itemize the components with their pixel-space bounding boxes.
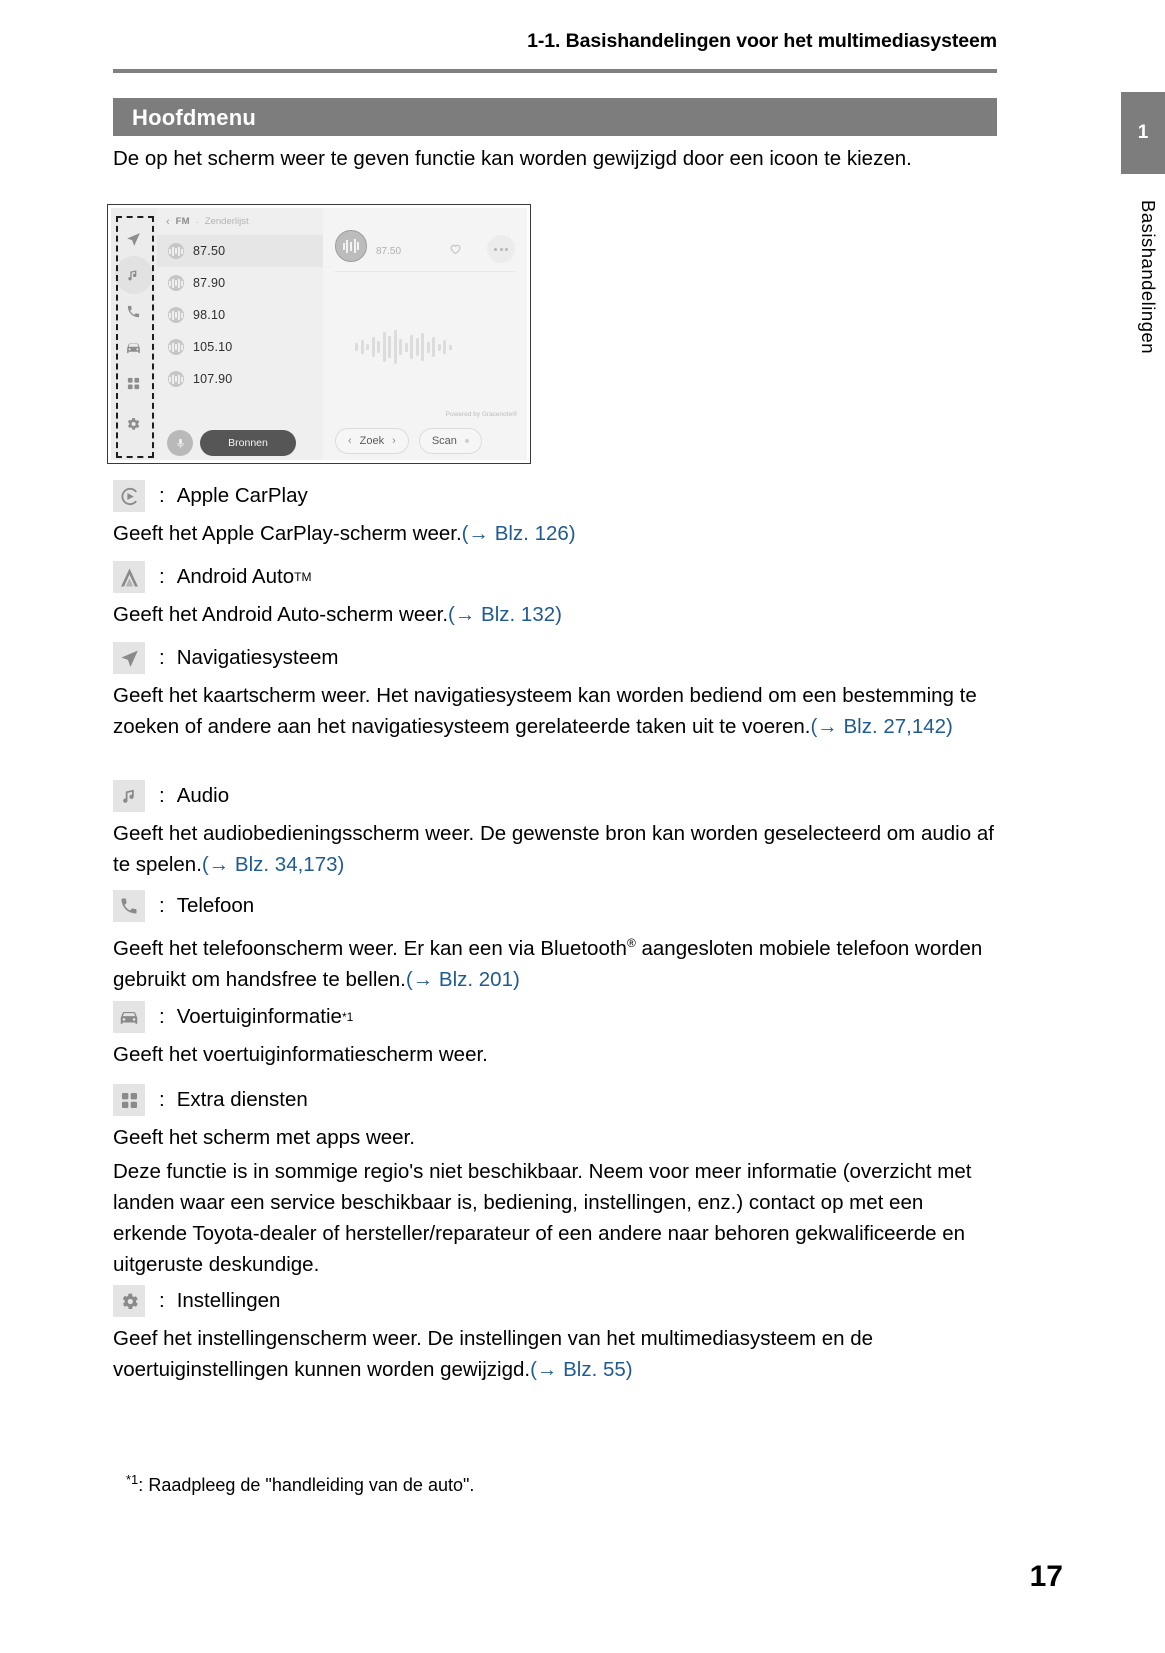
gracenote-credit: Powered by Gracenote® [445, 411, 517, 418]
audio-waveform-graphic [355, 326, 452, 368]
topbar-separator: · [195, 216, 199, 227]
entry-header-settings [113, 1285, 280, 1317]
section-title: Hoofdmenu [132, 105, 257, 130]
entry-body-text: Geeft het voertuiginformatiescherm weer. [113, 1043, 488, 1066]
chapter-number: 1 [1137, 122, 1149, 143]
audio-icon[interactable] [122, 264, 144, 286]
head-unit-icon-rail [111, 208, 157, 460]
entry-label: Extra diensten [176, 1088, 308, 1111]
navigation-icon [113, 642, 145, 674]
radio-wave-icon [335, 230, 367, 262]
entry-reference[interactable]: (→ Blz. 55) [530, 1358, 633, 1381]
now-playing-panel [323, 208, 527, 460]
entry-label: Navigatiesysteem [176, 646, 339, 669]
now-playing-frequency: 87.50 [376, 245, 402, 257]
settings-icon[interactable] [122, 413, 144, 435]
station-row[interactable] [157, 267, 323, 299]
entry-label: Android Auto [176, 565, 295, 588]
android-auto-icon [113, 561, 145, 593]
back-chevron-icon[interactable]: ‹ [166, 215, 170, 228]
station-frequency: 87.90 [193, 276, 226, 290]
head-unit-screen [111, 208, 527, 460]
footnote-text: Raadpleeg de "handleiding van de auto". [148, 1475, 475, 1495]
settings-icon [113, 1285, 145, 1317]
station-row[interactable] [157, 363, 323, 395]
station-row[interactable] [157, 235, 323, 267]
entry-label: Audio [176, 784, 230, 807]
entry-label: Telefoon [176, 894, 255, 917]
station-row[interactable] [157, 331, 323, 363]
footnote-colon: : [138, 1475, 144, 1495]
entry-header-audio [113, 780, 229, 812]
entry-colon: : [159, 484, 165, 507]
entry-header-android-auto [113, 561, 311, 593]
entry-body-text: Geeft het kaartscherm weer. Het navigatiesysteem kan worden bediend om een bestemming te zoeken of andere aan het navigatiesysteem gerelateerde taken uit te voeren. [113, 684, 977, 738]
station-list-title: Zenderlijst [204, 216, 249, 227]
entry-header-phone [113, 890, 254, 922]
entry-colon: : [159, 784, 165, 807]
header-divider [113, 69, 997, 73]
entry-body-navigation [113, 680, 997, 742]
chapter-tab [1121, 92, 1165, 174]
entry-body-vehicle-info [113, 1039, 997, 1070]
multimedia-screen-illustration [107, 204, 531, 464]
entry-body-text: Geeft het audiobedieningsscherm weer. De gewenste bron kan worden geselecteerd om audio af te spelen. [113, 822, 994, 876]
station-row[interactable] [157, 299, 323, 331]
radio-wave-icon [168, 371, 184, 387]
entry-reference[interactable]: (→ Blz. 34,173) [201, 853, 345, 876]
entry-header-extra-services [113, 1084, 308, 1116]
entry-header-navigation [113, 642, 339, 674]
entry-body-settings [113, 1323, 997, 1385]
entry-body-text-post: aangesloten mobiele telefoon worden gebruikt om handsfree te bellen. [113, 936, 983, 991]
entry-reference[interactable]: (→ Blz. 27,142) [810, 715, 953, 738]
entry-colon: : [159, 894, 165, 917]
chapter-label: Basishandelingen [1138, 200, 1159, 355]
seek-label: Zoek [359, 435, 385, 447]
entry-body-text: Geef het instellingenscherm weer. De instellingen van het multimediasysteem en de voertuiginstellingen kunnen worden gewijzigd. [113, 1327, 874, 1381]
entry-body-extra-services [113, 1122, 997, 1153]
radio-wave-icon [168, 339, 184, 355]
station-frequency: 98.10 [193, 308, 226, 322]
entry-colon: : [159, 565, 165, 588]
station-list-topbar [157, 208, 323, 235]
entry-body-text: Geeft het scherm met apps weer. [113, 1126, 415, 1149]
apps-icon [113, 1084, 145, 1116]
registered-superscript: ® [626, 936, 636, 950]
seek-button[interactable] [335, 428, 409, 454]
station-frequency: 105.10 [193, 340, 233, 354]
seek-prev-icon[interactable]: ‹ [348, 435, 352, 447]
entry-reference[interactable]: (→ Blz. 201) [405, 967, 520, 991]
scan-label: Scan [431, 435, 457, 447]
seek-next-icon[interactable]: › [392, 435, 396, 447]
entry-label: Voertuiginformatie [176, 1005, 342, 1028]
radio-wave-icon [168, 243, 184, 259]
entry-body-apple-carplay [113, 518, 997, 549]
page-number: 17 [1029, 1560, 1063, 1593]
entry-label: Apple CarPlay [176, 484, 308, 507]
entry-header-vehicle-info [113, 1001, 353, 1033]
tuner-controls [335, 428, 482, 454]
entry-reference[interactable]: (→ Blz. 132) [448, 603, 562, 626]
page-header-title: 1-1. Basishandelingen voor het multimediasysteem [527, 30, 997, 52]
entry-body-text: Geeft het Android Auto-scherm weer. [113, 603, 449, 626]
entry-colon: : [159, 1005, 165, 1028]
entry-body-text: Geeft het Apple CarPlay-scherm weer. [113, 522, 462, 545]
radio-wave-icon [168, 275, 184, 291]
entry-body-extra-services-note [113, 1156, 997, 1280]
trademark-superscript: TM [294, 570, 312, 584]
station-frequency: 87.50 [193, 244, 226, 258]
phone-icon[interactable] [122, 300, 144, 322]
scan-status-dot [465, 439, 469, 443]
station-frequency: 107.90 [193, 372, 233, 386]
now-playing-divider [335, 271, 515, 272]
footnote [126, 1472, 474, 1496]
entry-label: Instellingen [176, 1289, 281, 1312]
entry-body-text-pre: Geeft het telefoonscherm weer. Er kan een via Bluetooth [113, 936, 627, 960]
audio-icon [113, 780, 145, 812]
footnote-superscript: *1 [341, 1010, 354, 1024]
footnote-mark: *1 [126, 1472, 139, 1487]
entry-body-audio [113, 818, 997, 880]
entry-body-phone [113, 928, 997, 995]
section-title-band [113, 98, 997, 136]
now-playing-info [335, 230, 401, 262]
sources-button[interactable]: Bronnen [200, 430, 296, 456]
entry-colon: : [159, 1088, 165, 1111]
phone-icon [113, 890, 145, 922]
heart-icon[interactable] [448, 241, 463, 261]
entry-colon: : [159, 646, 165, 669]
station-list-bottombar [157, 430, 323, 456]
microphone-icon[interactable] [167, 430, 193, 456]
apple-carplay-icon [113, 480, 145, 512]
navigation-icon[interactable] [122, 228, 144, 250]
entry-reference[interactable]: (→ Blz. 126) [461, 522, 576, 545]
radio-wave-icon [168, 307, 184, 323]
vehicle-icon [113, 1001, 145, 1033]
entry-body-text-secondary: Deze functie is in sommige regio's niet beschikbaar. Neem voor meer informatie (overzicht met landen waar een service beschikbaar is, bediening, instellingen, enz.) contact op met een erkende Toyota-dealer of hersteller/reparateur of een andere naar behoren gekwalificeerde en uitgeruste deskundige. [113, 1160, 972, 1276]
entry-colon: : [159, 1289, 165, 1312]
vehicle-icon[interactable] [122, 336, 144, 358]
source-label: FM [175, 216, 190, 227]
section-intro-paragraph: De op het scherm weer te geven functie kan worden gewijzigd door een icoon te kiezen. [113, 147, 912, 170]
station-list-panel [157, 208, 323, 460]
entry-header-apple-carplay [113, 480, 308, 512]
scan-button[interactable] [419, 428, 482, 454]
apps-icon[interactable] [122, 372, 144, 394]
entry-body-android-auto [113, 599, 997, 630]
more-options-icon[interactable] [487, 235, 515, 263]
